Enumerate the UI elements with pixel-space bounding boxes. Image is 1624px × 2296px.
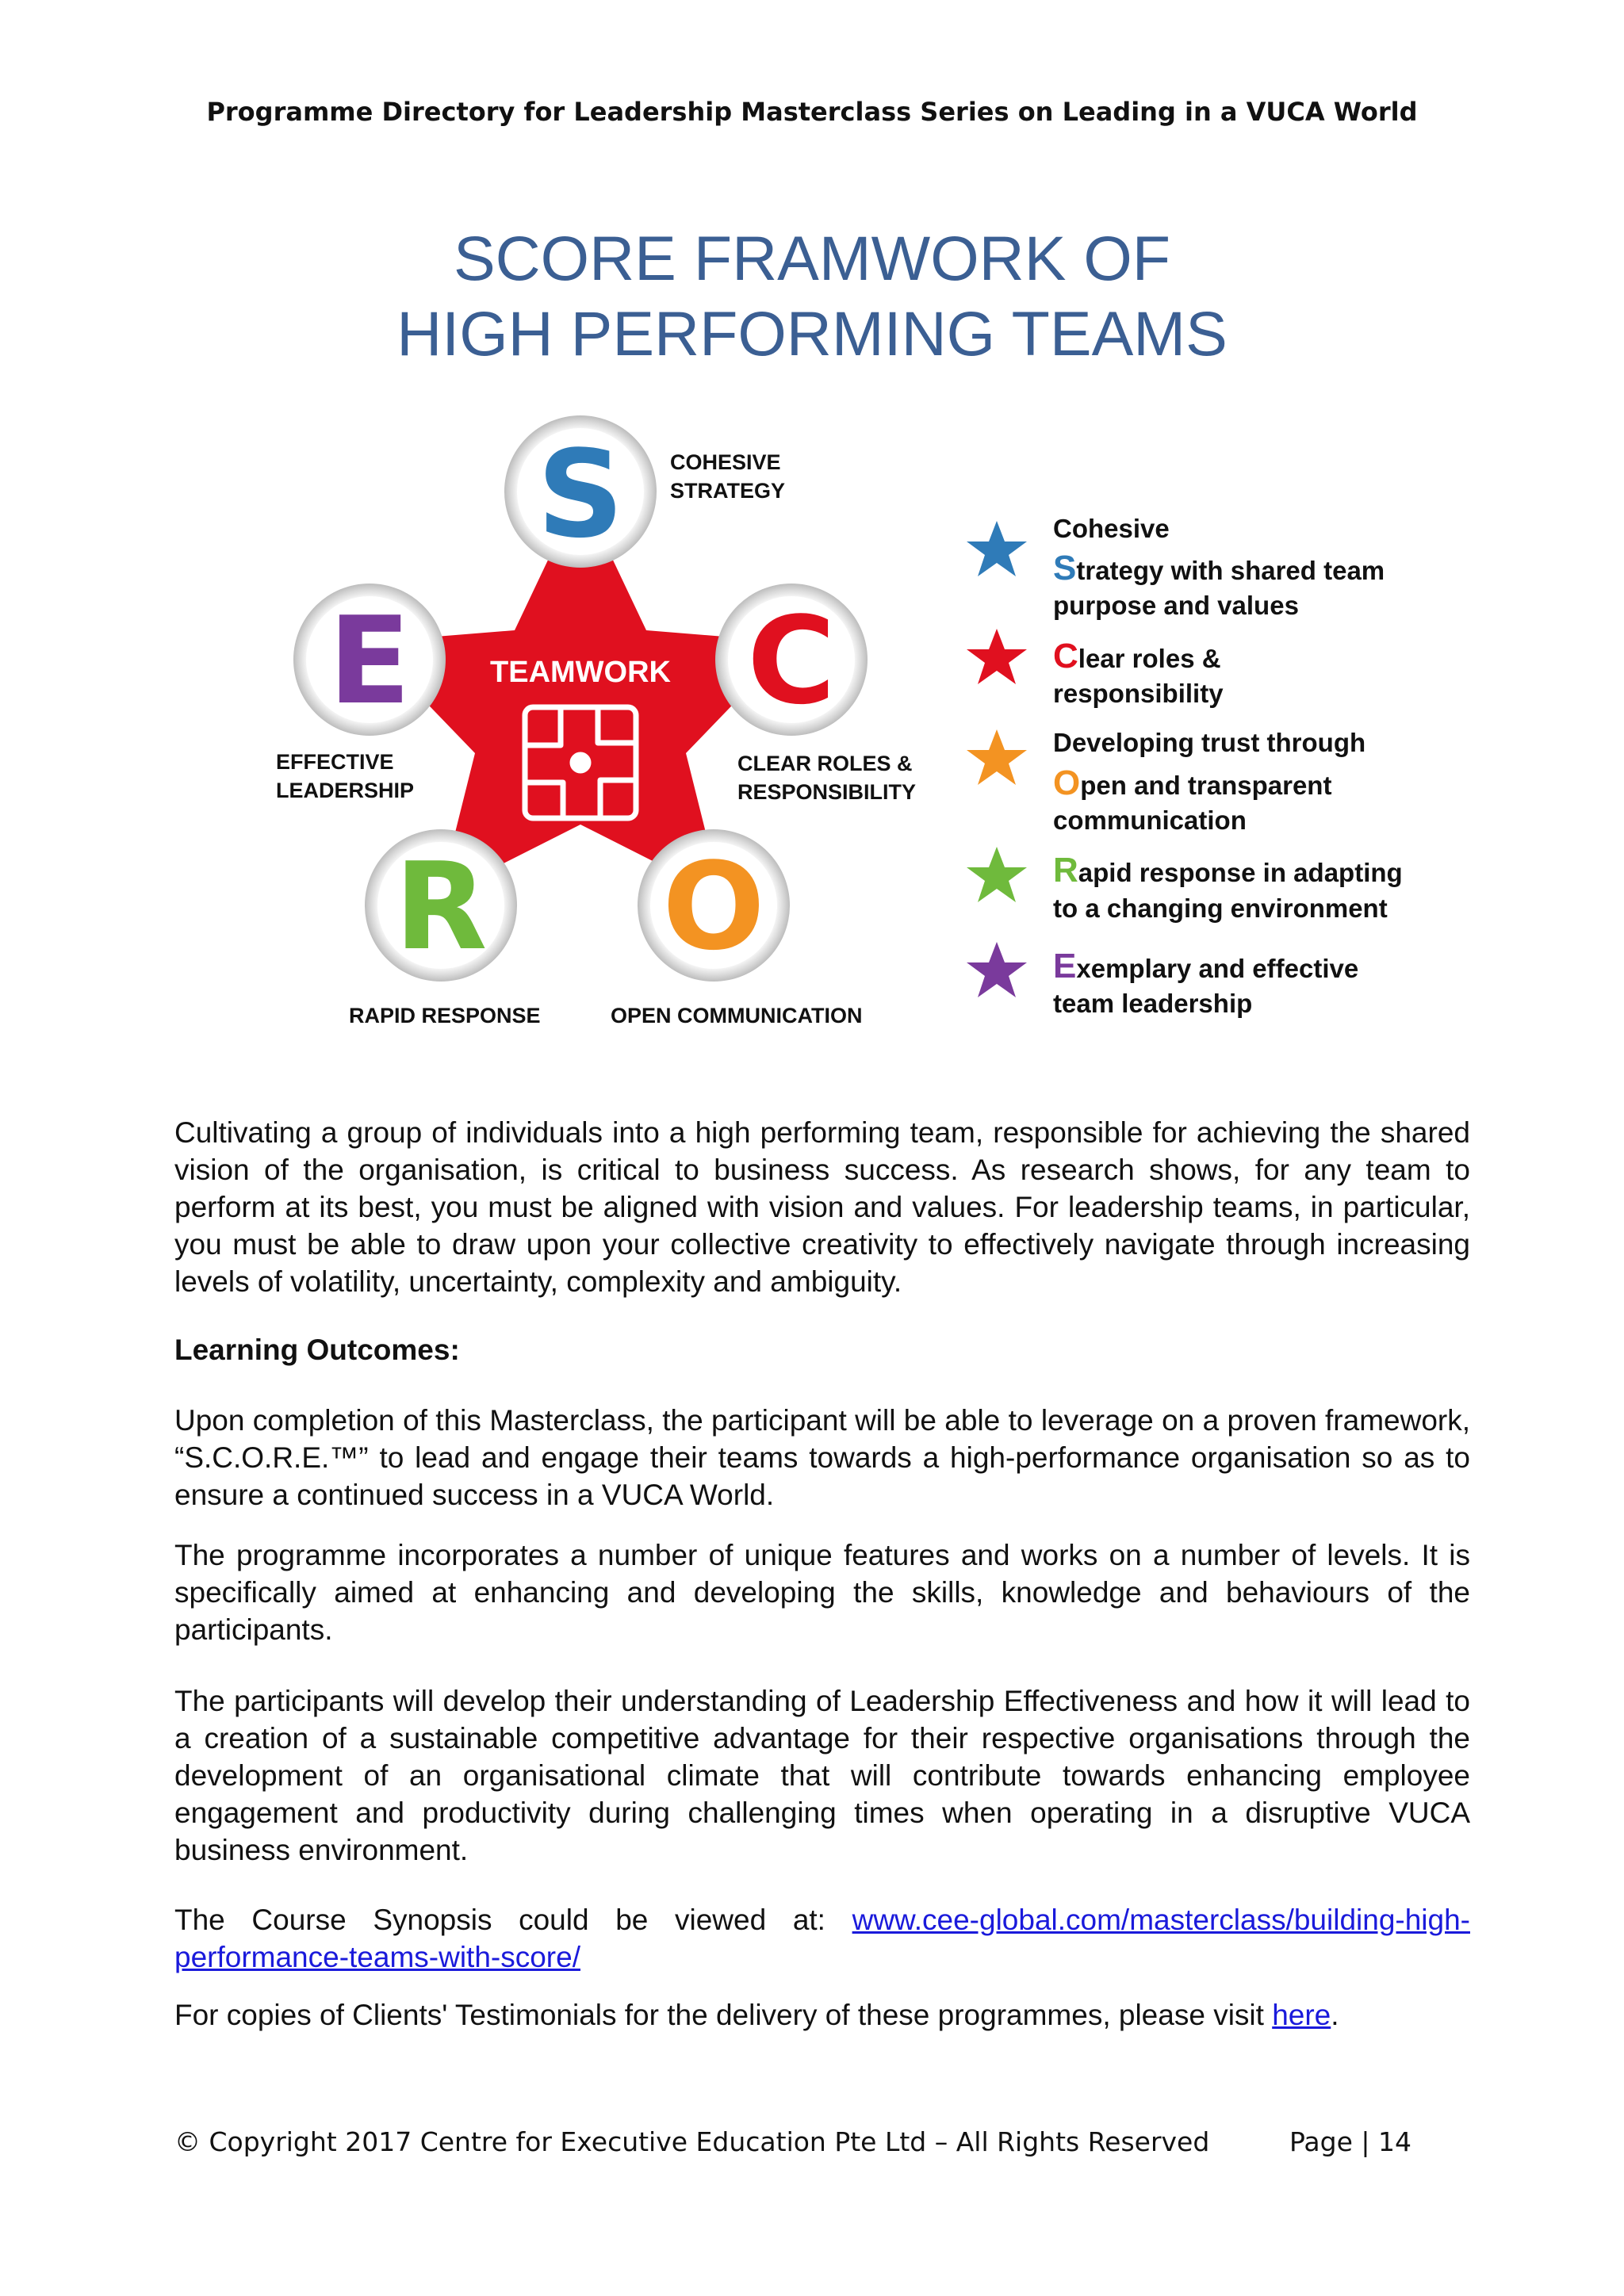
legend-5-line2: team leadership <box>1053 989 1253 1018</box>
legend-3-line2: Open and transparent <box>1053 763 1332 802</box>
outcome-paragraph-3: The participants will develop their understanding of Leadership Effectiveness and how it will lead to a creation of a sustainable competitive advantage for their respective organisations through the development of an organisational climate that will contribute towards enhancing employee engagement and productivity during challenging times when operating in a disruptive VUCA business environment. <box>174 1685 1470 1866</box>
circle-r <box>365 829 517 982</box>
legend-1-pre: Cohesive <box>1053 514 1170 543</box>
synopsis-text: The Course Synopsis could be viewed at: <box>174 1904 852 1936</box>
legend-3-line3: communication <box>1053 806 1247 835</box>
label-s-2: STRATEGY <box>670 479 786 503</box>
label-c-1: CLEAR ROLES & <box>737 752 913 775</box>
legend-1-line2: Strategy with shared team <box>1053 549 1385 587</box>
label-c-2: RESPONSIBILITY <box>737 780 917 804</box>
page-header: Programme Directory for Leadership Masterclass Series on Leading in a VUCA World <box>206 97 1418 127</box>
legend-star-purple <box>967 942 1027 997</box>
legend-5-line1: Exemplary and effective <box>1053 947 1359 985</box>
testimonials-here-link[interactable]: here <box>1272 1999 1331 2031</box>
outcome-paragraph-1: Upon completion of this Masterclass, the participant will be able to leverage on a proven framework, “S.C.O.R.E.™” to lead and engage their teams towards a high-performance organisation so as to ensure a continued success in a VUCA World. <box>174 1404 1470 1511</box>
letter-o: O <box>662 836 765 977</box>
synopsis-link[interactable]: www.cee-global.com/masterclass/building-high-performance-teams-with-score/ <box>174 1904 1470 1973</box>
testimonials-text: For copies of Clients' Testimonials for the delivery of these programmes, please visit <box>174 1999 1273 2031</box>
label-e-2: LEADERSHIP <box>276 779 415 802</box>
legend-star-green <box>967 847 1027 902</box>
intro-paragraph: Cultivating a group of individuals into a high performing team, responsible for achieving the shared vision of the organisation, is critical to business success. As research shows, for any team to perform at its best, you must be aligned with vision and values. For leadership teams, in particular, you must be able to draw upon your collective creativity to effectively navigate through increasing levels of volatility, uncertainty, complexity and ambiguity. <box>174 1116 1470 1298</box>
outcome-paragraph-2: The programme incorporates a number of unique features and works on a number of levels. It is specifically aimed at enhancing and developing the skills, knowledge and behaviours of the participants. <box>174 1539 1470 1646</box>
score-framework-diagram <box>222 412 1411 1062</box>
circle-c <box>715 584 868 736</box>
footer-copyright: © Copyright 2017 Centre for Executive Education Pte Ltd – All Rights Reserved <box>174 2126 1210 2157</box>
letter-c: C <box>747 591 836 731</box>
label-s-1: COHESIVE <box>670 450 781 474</box>
letter-s: S <box>537 424 624 564</box>
circle-o <box>638 829 790 982</box>
legend-2-line2: responsibility <box>1053 679 1224 708</box>
legend-star-blue <box>967 521 1027 576</box>
circle-s <box>504 415 657 568</box>
learning-outcomes-heading: Learning Outcomes: <box>174 1334 460 1366</box>
legend-3-pre: Developing trust through <box>1053 728 1366 757</box>
legend-2-line1: Clear roles & <box>1053 637 1221 675</box>
legend-4-line2: to a changing environment <box>1053 894 1388 923</box>
page-title-line1: SCORE FRAMWORK OF <box>453 223 1171 293</box>
label-r-1: RAPID RESPONSE <box>349 1004 541 1027</box>
label-o-1: OPEN COMMUNICATION <box>611 1004 863 1027</box>
testimonials-paragraph <box>174 1996 1470 2034</box>
legend-star-orange <box>967 729 1027 785</box>
legend-star-red <box>967 629 1027 684</box>
footer-page-number: Page | 14 <box>1289 2126 1411 2157</box>
testimonials-period: . <box>1331 1999 1339 2031</box>
label-e-1: EFFECTIVE <box>276 750 394 774</box>
legend-4-line1: Rapid response in adapting <box>1053 851 1403 890</box>
synopsis-paragraph <box>174 1901 1470 1976</box>
letter-e: E <box>328 591 411 731</box>
letter-r: R <box>394 836 488 977</box>
teamwork-label: TEAMWORK <box>490 656 671 689</box>
page-title-line2: HIGH PERFORMING TEAMS <box>396 298 1228 369</box>
circle-e <box>293 584 446 736</box>
legend-1-line3: purpose and values <box>1053 591 1299 620</box>
